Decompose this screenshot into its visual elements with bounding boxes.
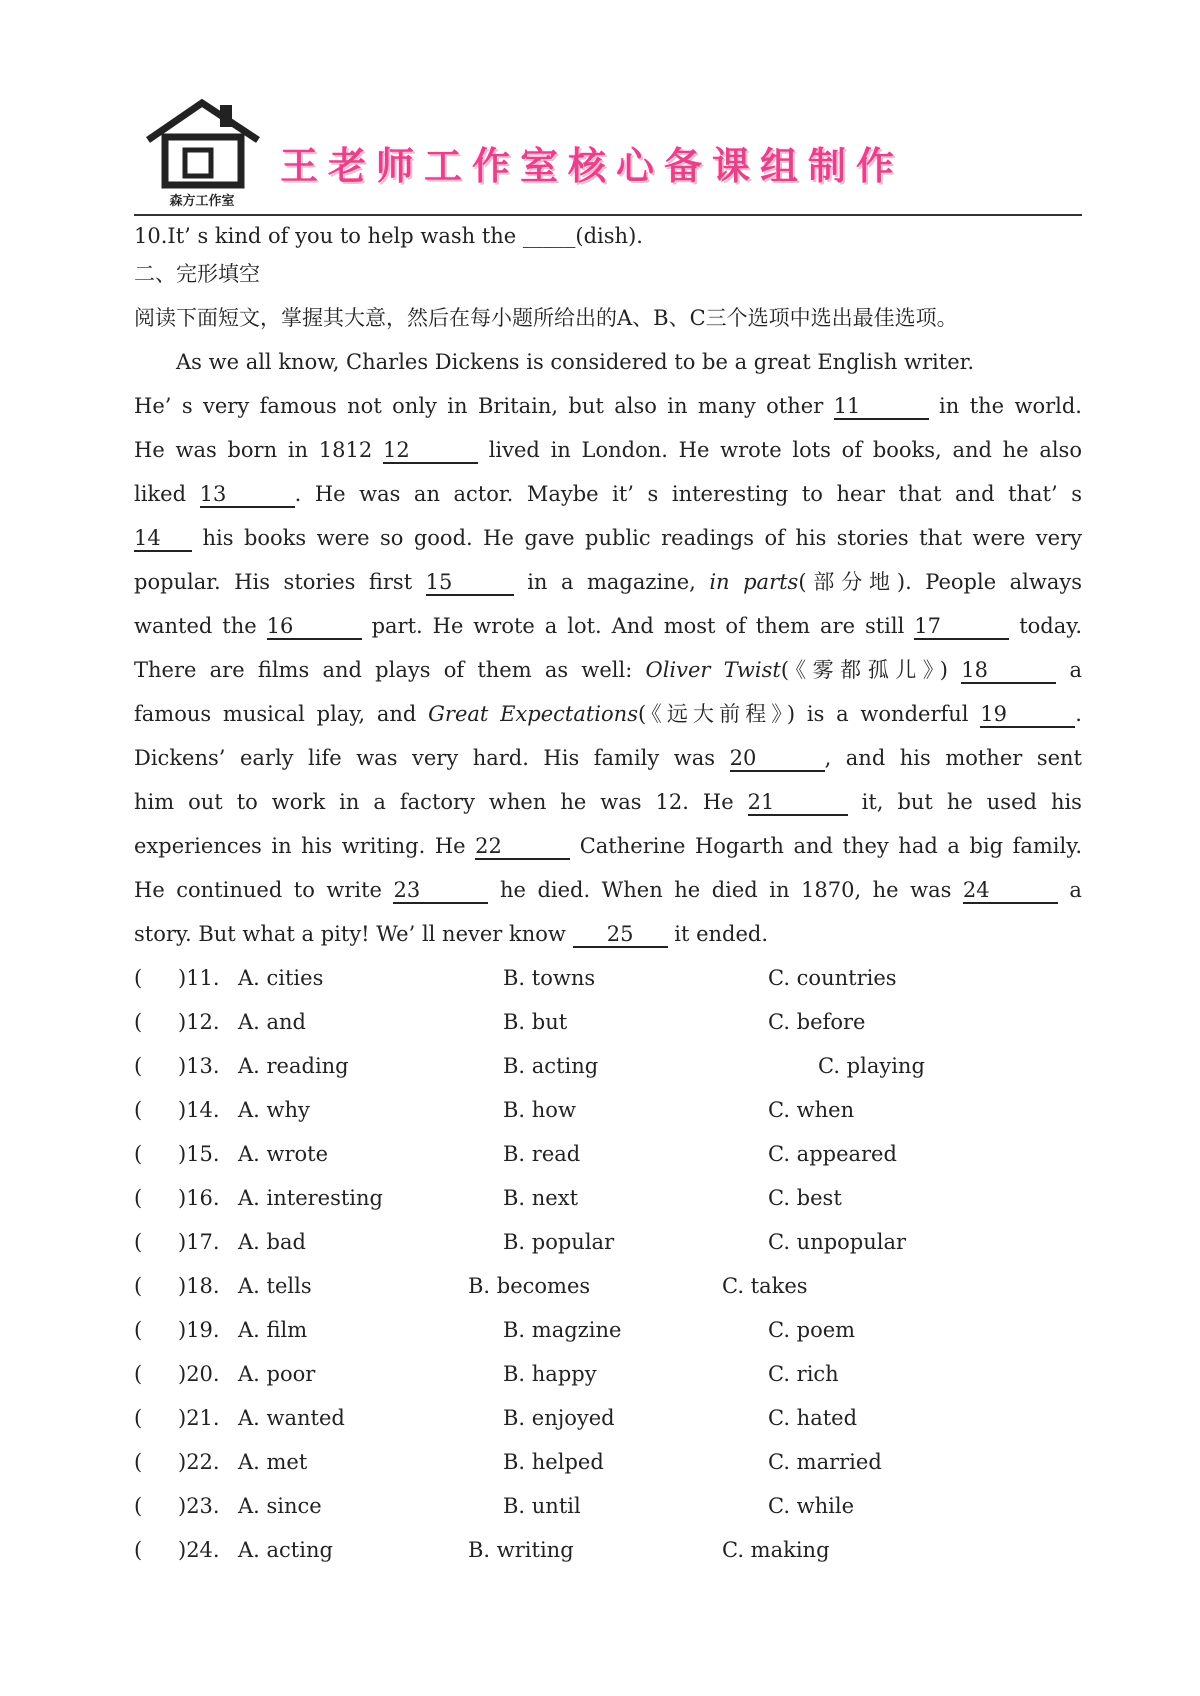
option-c: C. unpopular [768,1230,907,1254]
blank-11: 11 [834,394,929,420]
passage-line-14: story. But what a pity! We’ ll never know 25 it ended. [134,922,769,946]
option-a: A. cities [238,966,324,990]
option-b: B. towns [503,966,596,990]
answer-paren: ( [134,966,143,990]
question-number: )21. [178,1406,220,1430]
option-b: B. magzine [503,1318,622,1342]
option-c: C. rich [768,1362,839,1386]
blank-17: 17 [914,614,1009,640]
banner-title: 王老师工作室核心备课组制作 [280,144,905,188]
question-number: )15. [178,1142,220,1166]
blank-22: 22 [475,834,570,860]
option-a: A. met [238,1450,308,1474]
option-c: C. making [722,1538,830,1562]
option-c: C. when [768,1098,855,1122]
passage-line-6: popular. His stories first 15 in a magazine, in parts(部分地). People always [134,570,1083,594]
passage-line-1: As we all know, Charles Dickens is considered to be a great English writer. [176,350,975,374]
answer-paren: ( [134,1186,143,1210]
question-number: )16. [178,1186,220,1210]
option-c: C. married [768,1450,882,1474]
blank-14: 14 [134,526,192,552]
option-b: B. until [503,1494,581,1518]
option-a: A. interesting [238,1186,383,1210]
option-a: A. bad [238,1230,306,1254]
option-b: B. helped [503,1450,604,1474]
option-a: A. wanted [238,1406,345,1430]
section-instruction: 阅读下面短文，掌握其大意，然后在每小题所给出的A、B、C三个选项中选出最佳选项。 [134,306,958,330]
answer-paren: ( [134,1054,143,1078]
blank-16: 16 [267,614,362,640]
option-c: C. best [768,1186,842,1210]
passage-line-4: liked 13 . He was an actor. Maybe it’ s interesting to hear that and that’ s [134,482,1082,506]
answer-paren: ( [134,1098,143,1122]
passage-line-5: 14 his books were so good. He gave public readings of his stories that were very [134,526,1082,550]
passage-line-9: famous musical play, and Great Expectations(《远大前程》) is a wonderful 19 . [134,702,1082,726]
question-number: )17. [178,1230,220,1254]
blank-25: 25 [573,922,668,948]
blank-23: 23 [393,878,488,904]
option-a: A. since [238,1494,322,1518]
option-a: A. wrote [238,1142,329,1166]
option-a: A. and [238,1010,307,1034]
answer-paren: ( [134,1230,143,1254]
option-b: B. popular [503,1230,615,1254]
option-a: A. tells [238,1274,312,1298]
logo-caption: 森方工作室 [169,194,235,209]
option-a: A. acting [238,1538,333,1562]
answer-paren: ( [134,1362,143,1386]
answer-paren: ( [134,1318,143,1342]
passage-line-3: He was born in 1812 12 lived in London. He wrote lots of books, and he also [134,438,1082,462]
option-c: C. playing [818,1054,925,1078]
option-b: B. happy [503,1362,597,1386]
blank-12: 12 [383,438,478,464]
answer-paren: ( [134,1494,143,1518]
option-c: C. hated [768,1406,858,1430]
passage-line-13: He continued to write 23 he died. When he died in 1870, he was 24 a [134,878,1082,902]
passage-line-12: experiences in his writing. He 22 Catherine Hogarth and they had a big family. [134,834,1082,858]
option-b: B. read [503,1142,581,1166]
passage-line-2: He’ s very famous not only in Britain, but also in many other 11 in the world. [134,394,1082,418]
option-b: B. next [503,1186,579,1210]
question-number: )14. [178,1098,220,1122]
option-a: A. poor [238,1362,316,1386]
item-10: 10.It’ s kind of you to help wash the _____(dish). [134,224,643,248]
option-b: B. but [503,1010,568,1034]
question-number: )11. [178,966,220,990]
option-b: B. enjoyed [503,1406,615,1430]
option-c: C. while [768,1494,855,1518]
option-b: B. writing [468,1538,574,1562]
blank-13: 13 [200,482,295,508]
question-number: )18. [178,1274,220,1298]
header-divider [134,214,1082,216]
option-a: A. film [238,1318,308,1342]
question-number: )24. [178,1538,220,1562]
option-b: B. acting [503,1054,599,1078]
blank-15: 15 [426,570,514,596]
option-c: C. countries [768,966,897,990]
option-c: C. poem [768,1318,856,1342]
house-logo-icon [140,95,265,210]
answer-paren: ( [134,1010,143,1034]
question-number: )20. [178,1362,220,1386]
option-a: A. reading [238,1054,349,1078]
passage-line-10: Dickens’ early life was very hard. His family was 20 , and his mother sent [134,746,1082,770]
passage-line-7: wanted the 16 part. He wrote a lot. And most of them are still 17 today. [134,614,1083,638]
passage-line-11: him out to work in a factory when he was 12. He 21 it, but he used his [134,790,1082,814]
question-number: )19. [178,1318,220,1342]
question-number: )23. [178,1494,220,1518]
answer-paren: ( [134,1450,143,1474]
option-c: C. before [768,1010,866,1034]
question-number: )22. [178,1450,220,1474]
answer-paren: ( [134,1538,143,1562]
page-header [140,95,1085,210]
section-title: 二、完形填空 [134,262,260,286]
question-number: )12. [178,1010,220,1034]
blank-21: 21 [748,790,848,816]
option-c: C. appeared [768,1142,897,1166]
question-number: )13. [178,1054,220,1078]
option-a: A. why [238,1098,310,1122]
answer-paren: ( [134,1142,143,1166]
answer-paren: ( [134,1274,143,1298]
option-b: B. how [503,1098,576,1122]
blank-20: 20 [730,746,825,772]
answer-paren: ( [134,1406,143,1430]
blank-18: 18 [961,658,1056,684]
blank-24: 24 [963,878,1058,904]
option-b: B. becomes [468,1274,591,1298]
option-c: C. takes [722,1274,808,1298]
passage-line-8: There are films and plays of them as well: Oliver Twist(《雾都孤儿》) 18 a [134,658,1082,682]
blank-19: 19 [980,702,1075,728]
